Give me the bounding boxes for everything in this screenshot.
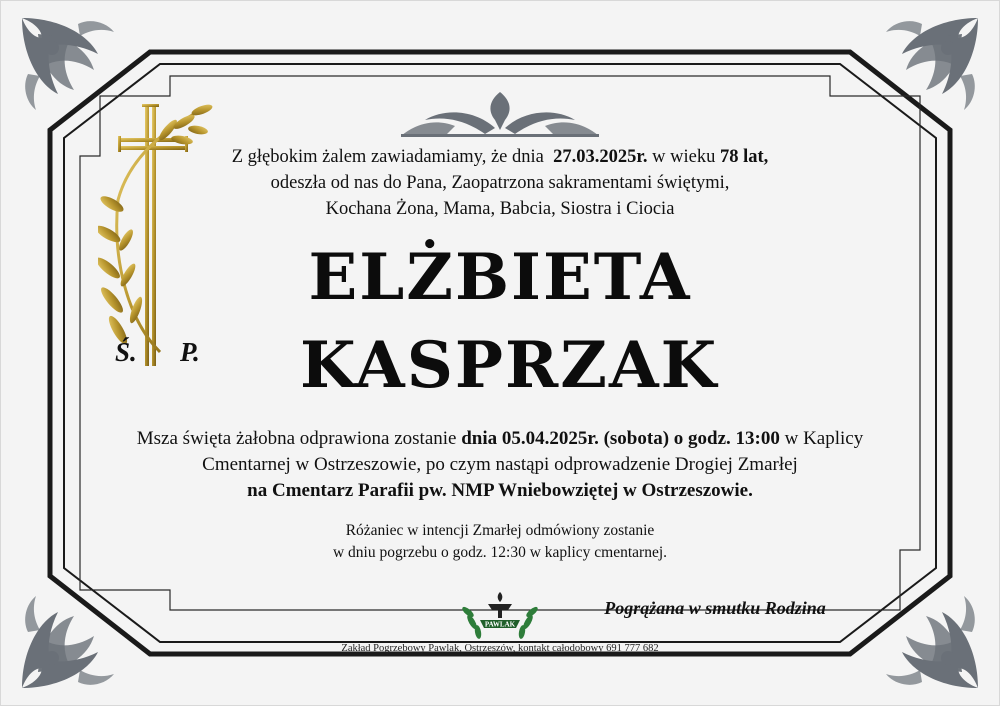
mass-line-1 (90, 426, 910, 452)
funeral-home-footer: Zakład Pogrzebowy Pawlak, Ostrzeszów, kontakt całodobowy 691 777 682 (341, 643, 659, 654)
corner-ornament-bottom-left (18, 572, 138, 692)
age: 78 lat, (719, 147, 769, 167)
corner-ornament-top-right (862, 14, 982, 134)
cemetery-name: na Cmentarz Parafii pw. NMP Wniebowziętej w Ostrzeszowie. (247, 480, 753, 501)
mass-info (90, 426, 910, 504)
intro-line-2: odeszła od nas do Pana, Zaopatrzona sakramentami świętymi, (270, 173, 730, 193)
mass-line-2: Cmentarnej w Ostrzeszowie, po czym nastąpi odprowadzenie Drogiej Zmarłej (202, 454, 798, 475)
mass-date-time: dnia 05.04.2025r. (sobota) o godz. 13:00 (461, 428, 780, 449)
mass-line-3 (90, 478, 910, 504)
intro-line-1-text: Z głębokim żalem zawiadamiamy, że dnia (231, 147, 544, 167)
sp-initial-p: P. (180, 337, 200, 367)
corner-ornament-bottom-right (862, 572, 982, 692)
top-ornament (395, 90, 605, 140)
funeral-home-logo-icon (458, 588, 542, 644)
rosary-info (250, 520, 750, 564)
intro-text (200, 144, 800, 222)
family-signature: Pogrążana w smutku Rodzina (604, 598, 826, 618)
rosary-line-2: w dniu pogrzebu o godz. 12:30 w kaplicy cmentarnej. (332, 544, 668, 561)
intro-line-3: Kochana Żona, Mama, Babcia, Siostra i Ciocia (325, 199, 675, 219)
svg-text:PAWLAK: PAWLAK (484, 620, 516, 629)
death-date: 27.03.2025r. (553, 147, 648, 167)
deceased-last-name: KASPRZAK (300, 328, 719, 403)
deceased-first-name: ELŻBIETA (308, 240, 692, 315)
intro-line-1 (200, 144, 800, 170)
sp-initial-s: Ś. (115, 337, 137, 367)
rosary-line-1: Różaniec w intencji Zmarłej odmówiony zostanie (345, 522, 655, 539)
gold-cross-icon (98, 100, 218, 372)
mass-line-1-text: Msza święta żałobna odprawiona zostanie (136, 428, 457, 449)
intro-line-1-mid: w wieku (652, 147, 716, 167)
mass-line-1-post: w Kaplicy (784, 428, 864, 449)
